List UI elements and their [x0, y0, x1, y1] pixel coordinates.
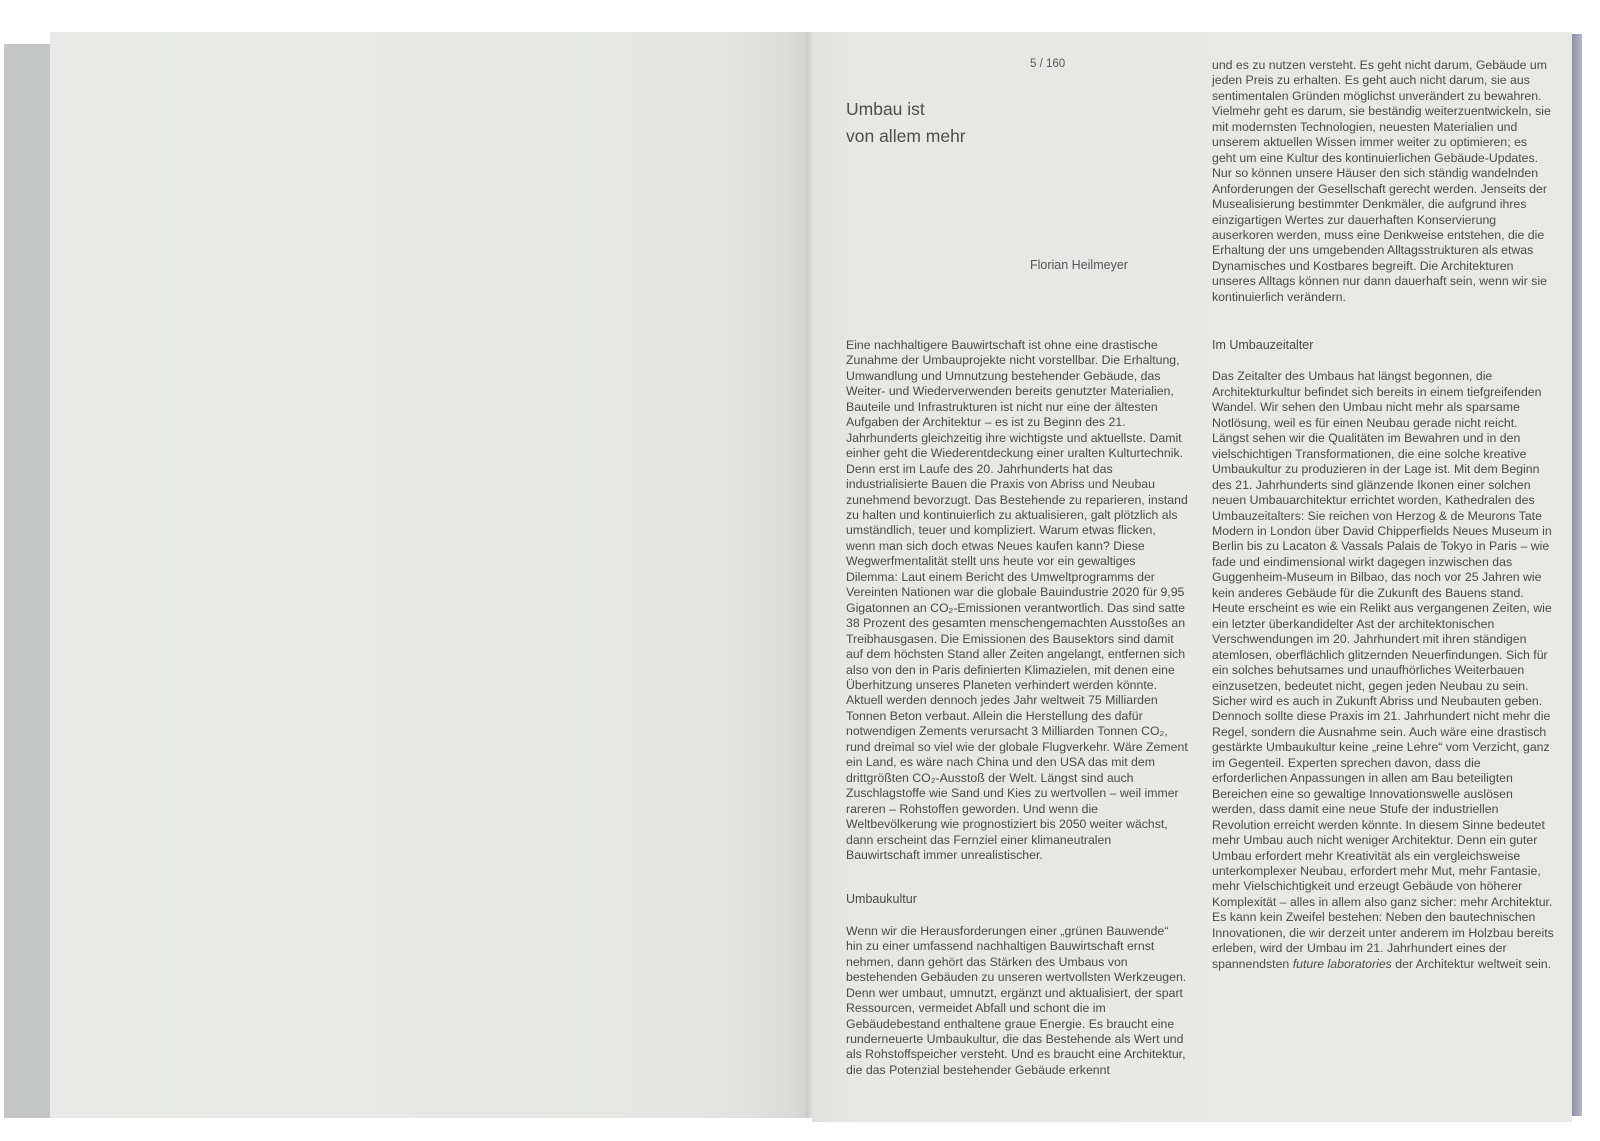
- page-number: 5 / 160: [1030, 58, 1066, 70]
- author-name: Florian Heilmeyer: [1030, 258, 1128, 272]
- left-page-blank: [50, 32, 810, 1118]
- paragraph-intro: Eine nachhaltigere Bauwirtschaft ist ohne eine drastische Zunahme der Umbauprojekte nicht vorstellbar. Die Erhaltung, Umwandlung und Umnutzung bestehender Gebäude, das Weiter- und Wiederverwenden bereits genutzter Materialien, Bauteile und Infrastrukturen ist nicht nur eine der ältesten Aufgaben der Architektur – es ist zu Beginn des 21. Jahrhunderts gleichzeitig ihre wichtigste und aktuellste. Damit einher geht die Wiederentdeckung einer uralten Kulturtechnik. Denn erst im Laufe des 20. Jahrhunderts hat das industrialisierte Bauen die Praxis von Abriss und Neubau zunehmend bevorzugt. Das Bestehende zu reparieren, instand zu halten und kontinuierlich zu aktualisieren, galt plötzlich als umständlich, teuer und kompliziert. Warum etwas flicken, wenn man sich doch etwas Neues kaufen kann? Diese Wegwerfmentalität stellt uns heute vor ein gewaltiges Dilemma: Laut einem Bericht des Umweltprogramms der Vereinten Nationen war die globale Bauindustrie 2020 für 9,95 Gigatonnen an CO₂-Emissionen verantwortlich. Das sind satte 38 Prozent des gesamten menschengemachten Ausstoßes an Treibhausgasen. Die Emissionen des Bausektors sind damit auf dem höchsten Stand aller Zeiten angelangt, entfernen sich also von den in Paris definierten Klimazielen, mit denen eine Überhitzung unseres Planeten verhindert werden könnte. Aktuell werden dennoch jedes Jahr weltweit 75 Milliarden Tonnen Beton verbaut. Allein die Herstellung des dafür notwendigen Zements verursacht 3 Milliarden Tonnen CO₂, rund dreimal so viel wie der globale Flugverkehr. Wäre Zement ein Land, es wäre nach China und den USA das mit dem drittgrößten CO₂-Ausstoß der Welt. Längst sind auch Zuschlagstoffe wie Sand und Kies zu wertvollen – weil immer rareren – Rohstoffen geworden. Und wenn die Weltbevölkerung wie prognostiziert bis 2050 weiter wächst, dann erscheint das Fernziel einer klimaneutralen Bauwirtschaft immer unrealistischer.: [846, 338, 1188, 862]
- body-column-right-top: [1212, 58, 1554, 305]
- article-title-line-1: Umbau ist: [846, 99, 925, 119]
- paragraph-umbaukultur: Wenn wir die Herausforderungen einer „grünen Bauwende“ hin zu einer umfassend nachhaltigen Bauwirtschaft ernst nehmen, dann gehört das Stärken des Umbaus von bestehenden Gebäuden zu unseren wertvollsten Werkzeugen. Denn wer umbaut, umnutzt, ergänzt und aktualisiert, der spart Ressourcen, vermeidet Abfall und schont die im Gebäudebestand enthaltene graue Energie. Es braucht eine runderneuerte Umbaukultur, die das Bestehende als Wert und als Rohstoffspeicher versteht. Und es braucht eine Architektur, die das Potenzial bestehender Gebäude erkennt: [846, 923, 1187, 1077]
- paragraph-umbauzeitalter-end: der Architektur weltweit sein.: [1391, 956, 1552, 971]
- body-column-left: [846, 338, 1188, 1078]
- emphasis-future-laboratories: future laboratories: [1292, 956, 1392, 971]
- paragraph-continued: und es zu nutzen versteht. Es geht nicht darum, Gebäude um jeden Preis zu erhalten. Es geht auch nicht darum, sie aus sentimentalen Gründen möglichst unverändert zu bewahren. Vielmehr geht es darum, sie beständig weiterzuentwickeln, sie mit modernsten Technologien, neuesten Materialien und unserem aktuellen Wissen immer weiter zu optimieren; es geht um eine Kultur des kontinuierlichen Gebäude-Updates. Nur so können unsere Häuser den sich ständig wandelnden Anforderungen der Gesellschaft gerecht werden. Jenseits der Musealisierung bestimmter Denkmäler, die aufgrund ihres einzigartigen Wertes zur dauerhaften Konservierung auserkoren werden, muss eine Denkweise entstehen, die die Erhaltung der uns umgebenden Alltagsstrukturen als etwas Dynamisches und Kostbares begreift. Die Architekturen unseres Alltags können nur dann dauerhaft sein, wenn wir sie kontinuierlich verändern.: [1212, 58, 1551, 304]
- paragraph-umbauzeitalter: [1212, 369, 1554, 972]
- article-title-line-2: von allem mehr: [846, 126, 966, 146]
- article-title: [846, 96, 966, 150]
- section-heading-umbauzeitalter: Im Umbauzeitalter: [1212, 338, 1314, 352]
- paragraph-umbauzeitalter-text: Das Zeitalter des Umbaus hat längst begonnen, die Architekturkultur befindet sich bereits in einem tiefgreifenden Wandel. Wir sehen den Umbau nicht mehr als sparsame Notlösung, weil es für einen Neubau gerade nicht reicht. Längst sehen wir die Qualitäten im Bewahren und in den vielschichtigen Transformationen, die eine solche kreative Umbaukultur zu produzieren in der Lage ist. Mit dem Beginn des 21. Jahrhunderts sind glänzende Ikonen einer solchen neuen Umbauarchitektur errichtet worden, Kathedralen des Umbauzeitalters: Sie reichen von Herzog & de Meurons Tate Modern in London über David Chipperfields Neues Museum in Berlin bis zu Lacaton & Vassals Palais de Tokyo in Paris – wie fade und eindimensional wirkt dagegen inzwischen das Guggenheim-Museum in Bilbao, das noch vor 25 Jahren wie kein anderes Gebäude für die Zukunft des Bauens stand. Heute erscheint es wie ein Relikt aus vergangenen Zeiten, wie ein letzter überkandidelter Ast der architektonischen Verschwendungen im 20. Jahrhundert mit ihren ständigen atemlosen, oberflächlich glitzernden Neuerfindungen. Sich für ein solches behutsames und unaufhörliches Weiterbauen einzusetzen, bedeutet nicht, gegen jeden Neubau zu sein. Sicher wird es auch in Zukunft Abriss und Neubauten geben. Dennoch sollte diese Praxis im 21. Jahrhundert nicht mehr die Regel, sondern die Ausnahme sein. Auch wäre eine drastisch gestärkte Umbaukultur keine „reine Lehre“ vom Verzicht, ganz im Gegenteil. Experten sprechen davon, dass die erforderlichen Anpassungen in allen am Bau beteiligten Bereichen eine so gewaltige Innovationswelle auslösen werden, dass damit eine neue Stufe der industriellen Revolution erreicht werden könnte. In diesem Sinne bedeutet mehr Umbau auch nicht weniger Architektur. Denn ein guter Umbau erfordert mehr Kreativität als ein vergleichsweise unterkomplexer Neubau, erfordert mehr Mut, mehr Fantasie, mehr Vielschichtigkeit und erzeugt Gebäude von höherer Komplexität – alles in allem also ganz sicher: mehr Architektur. Es kann kein Zweifel bestehen: Neben den bautechnischen Innovationen, die wir derzeit unter anderem im Holzbau bereits erleben, wird der Umbau im 21. Jahrhundert eines der spannendsten: [1212, 369, 1554, 971]
- section-heading-umbaukultur: Umbaukultur: [846, 892, 917, 907]
- book-fore-edge: [1572, 34, 1582, 1116]
- body-column-right: [1212, 338, 1554, 972]
